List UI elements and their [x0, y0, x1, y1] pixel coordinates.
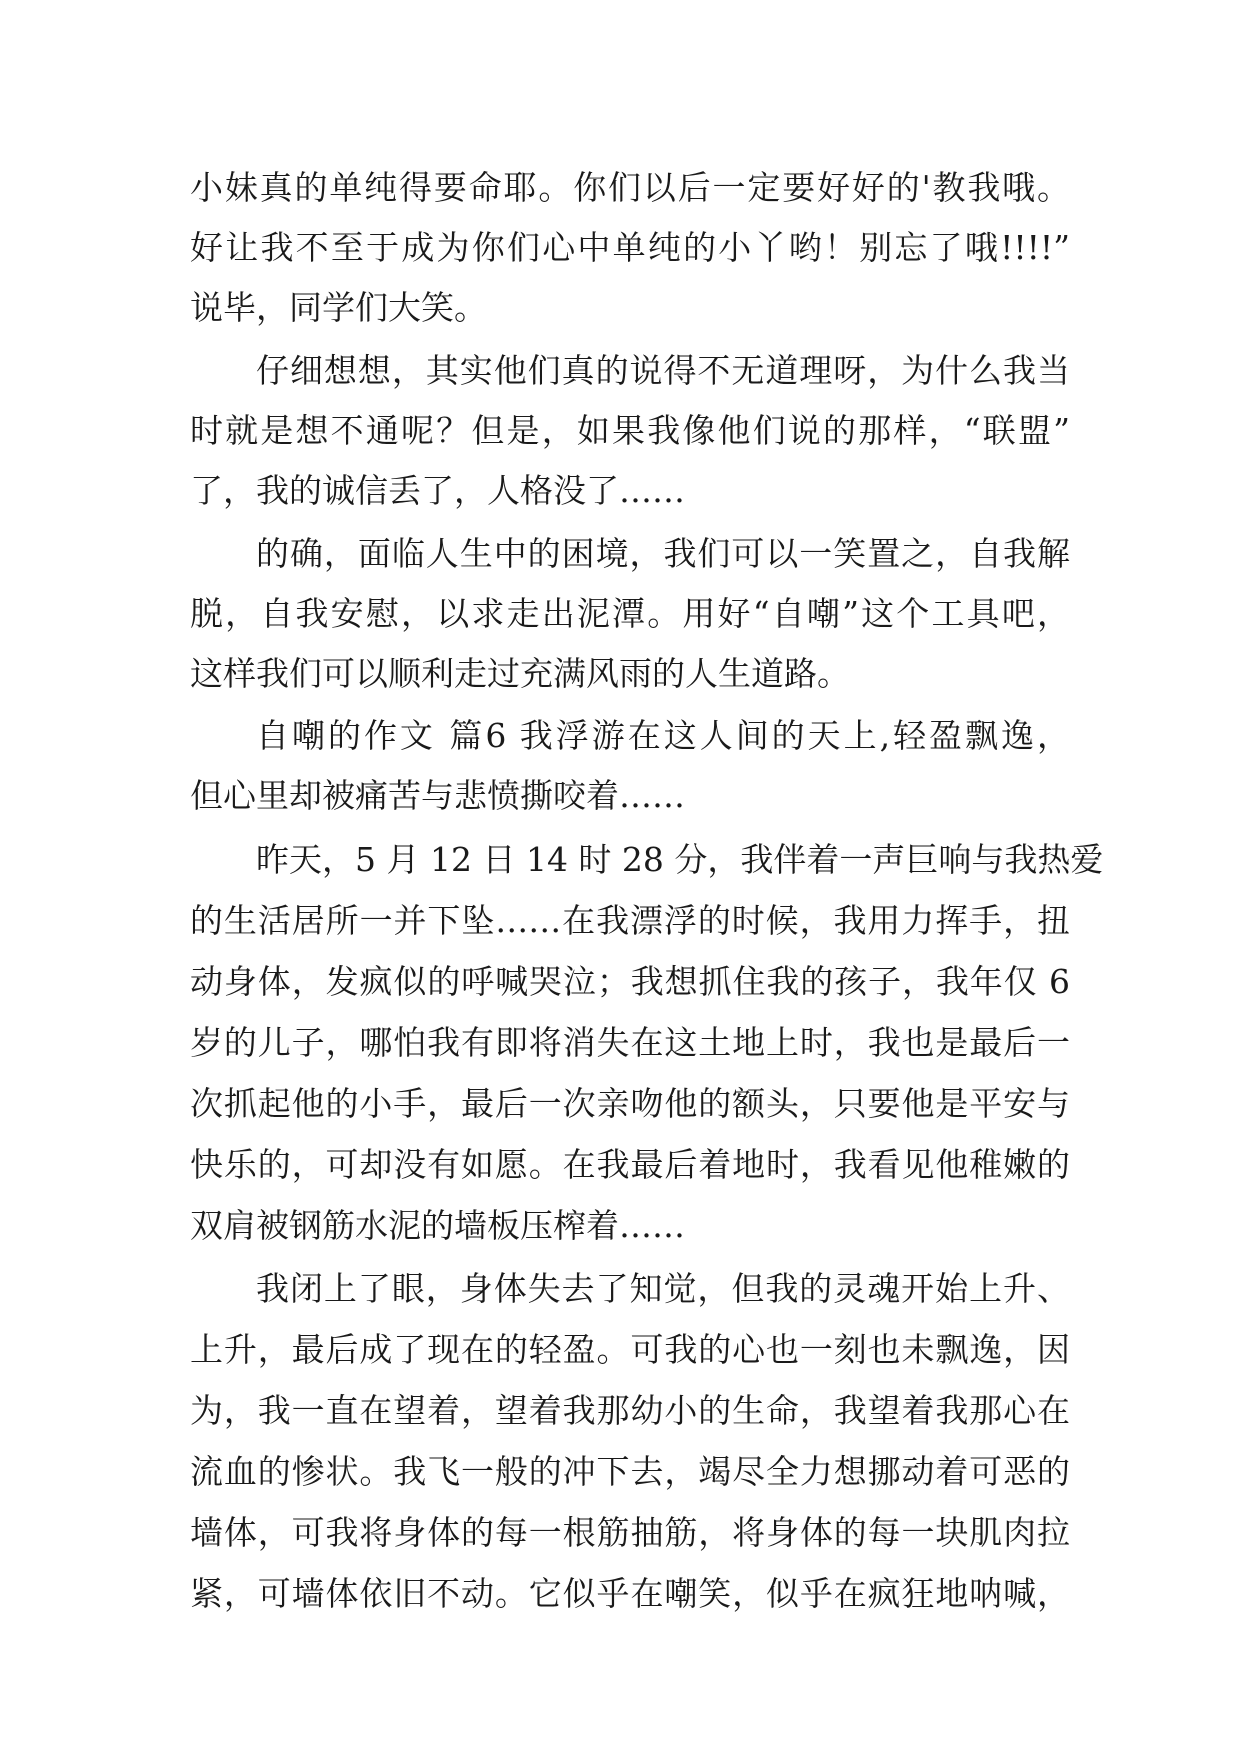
text-line: 时就是想不通呢？但是，如果我像他们说的那样，“联盟” — [190, 411, 1070, 450]
text-line: 双肩被钢筋水泥的墙板压榨着…… — [190, 1206, 685, 1245]
text-line: 墙体，可我将身体的每一根筋抽筋，将身体的每一块肌肉拉 — [190, 1513, 1070, 1552]
paragraph-first-line: 昨天，5 月 12 日 14 时 28 分，我伴着一声巨响与我热爱 — [256, 840, 1104, 879]
text-line: 流血的惨状。我飞一般的冲下去，竭尽全力想挪动着可恶的 — [190, 1452, 1070, 1491]
paragraph-first-line: 我闭上了眼，身体失去了知觉，但我的灵魂开始上升、 — [256, 1269, 1070, 1308]
text-line: 这样我们可以顺利走过充满风雨的人生道路。 — [190, 654, 850, 693]
text-line: 但心里却被痛苦与悲愤撕咬着…… — [190, 776, 685, 815]
text-line: 快乐的，可却没有如愿。在我最后着地时，我看见他稚嫩的 — [190, 1145, 1070, 1184]
text-line: 好让我不至于成为你们心中单纯的小丫哟！别忘了哦!!!!” — [190, 228, 1070, 267]
text-line: 动身体，发疯似的呼喊哭泣；我想抓住我的孩子，我年仅 6 — [190, 962, 1070, 1001]
paragraph-first-line: 的确，面临人生中的困境，我们可以一笑置之，自我解 — [256, 534, 1070, 573]
text-line: 小妹真的单纯得要命耶。你们以后一定要好好的'教我哦。 — [190, 168, 1070, 207]
text-line: 上升，最后成了现在的轻盈。可我的心也一刻也未飘逸，因 — [190, 1330, 1070, 1369]
paragraph-first-line: 仔细想想，其实他们真的说得不无道理呀，为什么我当 — [256, 351, 1070, 390]
section-heading-line: 自嘲的作文 篇6 我浮游在这人间的天上,轻盈飘逸， — [256, 716, 1070, 755]
text-line: 为，我一直在望着，望着我那幼小的生命，我望着我那心在 — [190, 1391, 1070, 1430]
text-line: 次抓起他的小手，最后一次亲吻他的额头，只要他是平安与 — [190, 1084, 1070, 1123]
text-line: 岁的儿子，哪怕我有即将消失在这土地上时，我也是最后一 — [190, 1023, 1070, 1062]
text-line: 了，我的诚信丢了，人格没了…… — [190, 471, 685, 510]
text-line: 脱，自我安慰，以求走出泥潭。用好“自嘲”这个工具吧， — [190, 594, 1070, 633]
text-line: 紧，可墙体依旧不动。它似乎在嘲笑，似乎在疯狂地呐喊， — [190, 1574, 1070, 1613]
text-line: 说毕，同学们大笑。 — [190, 288, 487, 327]
text-line: 的生活居所一并下坠……在我漂浮的时候，我用力挥手，扭 — [190, 901, 1070, 940]
